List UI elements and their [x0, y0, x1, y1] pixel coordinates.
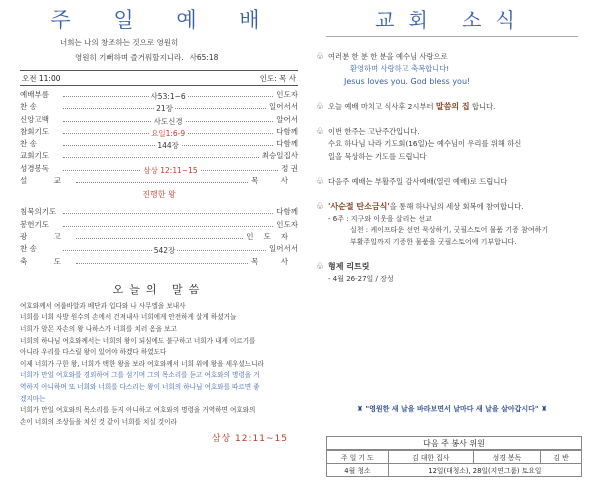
news-item-welcome — [316, 51, 588, 88]
news-list — [316, 51, 588, 285]
order-item-leader: 인도자 — [246, 231, 298, 241]
order-row — [20, 138, 298, 150]
table-row — [327, 451, 582, 464]
leader-dots — [63, 116, 273, 126]
order-item-detail: 삼상 12:11~15 — [143, 165, 198, 175]
closing-text: "영원한 새 날을 바라보면서 날마다 새 날을 살아갑시다" — [365, 405, 539, 413]
order-row — [20, 256, 298, 268]
verse-reference: 사65:18 — [189, 53, 219, 62]
welcome-line-2: 환영하며 사랑하고 축복합니다! — [350, 64, 450, 74]
duty-title: 다음 주 봉사 위원 — [326, 436, 582, 450]
table-cell: 4월 청소 — [327, 464, 389, 477]
passion-line-3: 일을 묵상하는 기도를 드립니다 — [328, 151, 427, 161]
welcome-line-3: Jesus loves you. God bless you! — [344, 76, 471, 86]
word-house-suffix: 합니다. — [469, 101, 496, 111]
leader-dots — [63, 213, 273, 214]
order-item-name: 참회기도 — [20, 126, 49, 136]
sermon-reference: 삼상 12:11~15 — [211, 434, 288, 445]
news-item-carbon-fast — [316, 201, 588, 213]
order-item-name: 교회기도 — [20, 151, 49, 161]
order-item-leader: 다함께 — [276, 207, 298, 217]
leader-dots — [63, 157, 259, 158]
sermon-line: 너희가 만일 여호와의 목소리를 듣지 아니하고 여호와의 명령을 거역하면 여호와의 — [20, 406, 256, 415]
order-item-detail: 542장 — [153, 246, 176, 256]
table-cell: 김 대한 집사 — [388, 451, 473, 464]
order-row — [20, 243, 298, 255]
sermon-line: 너희의 하나님 여호와께서는 너희의 왕이 되심에도 불구하고 너희가 내게 이르기를 — [20, 336, 256, 345]
carbon-sub-2: 실천 : 케이프타운 선언 묵상하기, 굿필스토어 물품 기증 참여하기 — [350, 226, 549, 235]
clover-icon: ♧ — [316, 101, 325, 112]
table-row — [327, 464, 582, 477]
order-row — [20, 163, 298, 175]
clover-icon: ♧ — [316, 127, 325, 138]
order-item-detail: 요일1:6-9 — [151, 128, 186, 138]
order-row — [20, 175, 298, 187]
service-header — [20, 70, 298, 86]
carbon-fast-suffix: 을 통해 하나님의 세상 회복에 참여합니다. — [389, 202, 524, 212]
clover-icon: ♧ — [316, 177, 325, 188]
order-item-name: 예배부름 — [20, 90, 49, 99]
order-item-leader: 정 권 — [281, 163, 298, 173]
passion-line-2: 수요 하나님 나라 기도회(16일)는 예수님이 우리를 위해 하신 — [328, 139, 522, 149]
order-item-name: 신앙고백 — [20, 114, 49, 124]
clover-icon: ♧ — [316, 262, 325, 273]
retreat-sub-1: 4월 26-27일 / 장성 — [332, 274, 394, 283]
table-cell: 김 반 — [541, 451, 582, 464]
carbon-sub-1: 6주 : 지구와 이웃을 살리는 선교 — [332, 214, 432, 223]
order-item-leader: 다함께 — [276, 139, 298, 149]
closing-order-list — [20, 206, 298, 267]
news-title: 교회 소식 — [375, 8, 529, 32]
sermon-line: 너희가 만일 여호와를 경외하여 그를 섬기며 그의 목소리를 듣고 여호와의 명령을 거 — [20, 371, 260, 380]
order-item-name: 축 도 — [20, 256, 73, 266]
service-leader: 인도: 목 사 — [259, 73, 296, 83]
order-item-leader: 다함께 — [276, 126, 298, 136]
sermon-line: 손이 너희의 조상들을 치신 것 같이 너희를 치실 것이라 — [20, 417, 177, 426]
table-cell: 주 일 기 도 — [327, 451, 389, 464]
verse-line-1: 너희는 나의 창조하는 것으로 영원히 — [60, 38, 179, 47]
news-item-retreat — [316, 261, 588, 273]
verse-line-2-text: 영원히 기뻐하며 즐거워할지니라. — [75, 53, 184, 62]
ornament-right-icon: ♜ — [541, 405, 548, 413]
order-item-leader: 목 사 — [251, 176, 298, 186]
table-cell: 성경 봉독 — [473, 451, 540, 464]
duty-table — [326, 450, 582, 477]
news-item-easter — [316, 176, 588, 188]
order-item-name: 찬 송 — [20, 102, 37, 112]
sermon-line: 이제 너희가 구한 왕, 너희가 택한 왕을 보라 여호와께서 너희 위에 왕을 세우셨느니라 — [20, 359, 264, 368]
order-item-name: 봉헌기도 — [20, 219, 49, 229]
leader-dots — [63, 104, 266, 114]
leader-dots — [63, 226, 273, 227]
worship-column — [20, 6, 298, 496]
order-item-detail: 사53:1~6 — [150, 92, 186, 101]
news-item-word-house — [316, 101, 588, 113]
welcome-line-1: 여러분 한 분 한 분을 예수님 사랑으로 — [328, 52, 448, 61]
sermon-line: 너희가 암몬 자손의 왕 나하스가 너희를 치러 옴을 보고 — [20, 325, 177, 334]
word-house-bold: 말씀의 집 — [435, 101, 470, 111]
sermon-line: 역하지 아니하며 또 너희와 너희를 다스리는 왕이 너희의 하나님 여호와를 따르면 좋 — [20, 383, 260, 392]
order-item-name: 찬 송 — [20, 244, 37, 254]
order-item-name: 찬 송 — [20, 139, 37, 149]
easter-text: 다음주 예배는 부활주일 감사예배(열린 예배)로 드립니다 — [328, 177, 508, 187]
sermon-text — [20, 301, 298, 429]
order-item-detail: 사도신경 — [153, 116, 183, 126]
sermon-line: 너희를 너희 사방 원수의 손에서 건져내사 너희에게 안전하게 살게 하셨거늘 — [20, 313, 237, 322]
ornament-left-icon: ♜ — [356, 405, 363, 413]
clover-icon: ♧ — [316, 202, 325, 213]
word-house-prefix: 오늘 예배 마치고 식사후 2시부터 — [328, 101, 436, 111]
order-item-leader: 알어서 — [276, 114, 298, 124]
leader-dots — [63, 128, 273, 138]
sermon-line: 여호와께서 여룹바알과 베단과 입다와 나 사무엘을 보내사 — [20, 301, 186, 310]
carbon-fast-bold: '사순절 탄소금식' — [328, 202, 390, 212]
leader-dots — [63, 246, 266, 256]
leader-dots — [76, 182, 248, 183]
news-title-divider — [326, 36, 578, 37]
duty-table-box — [326, 436, 582, 477]
order-row — [20, 219, 298, 231]
leader-dots — [63, 165, 278, 175]
order-item-name: 광 고 — [20, 231, 73, 241]
order-item-detail: 144장 — [157, 141, 179, 151]
order-item-name: 설 교 — [20, 176, 73, 186]
worship-title: 주 일 예 배 — [50, 8, 278, 32]
verse-line-2 — [20, 52, 298, 64]
leader-dots — [76, 238, 243, 239]
leader-dots — [63, 141, 273, 151]
order-item-name: 성경봉독 — [20, 163, 49, 173]
table-cell: 12일(대청소), 28일(지연그룹) 토요일 — [388, 464, 581, 477]
retreat-details: - 4월 26-27일 / 장성 — [328, 274, 394, 283]
order-item-detail: 21장 — [156, 104, 173, 114]
carbon-sub-3: 부활주일까지 기증한 물품을 굿필스토어에 기부합니다. — [350, 237, 517, 246]
retreat-bold: 형제 리트릿 — [328, 262, 370, 272]
news-column — [316, 6, 588, 496]
leader-dots — [76, 263, 248, 264]
sermon-line: 겠지마는 — [20, 394, 46, 403]
order-row — [20, 206, 298, 218]
order-item-leader: 목 사 — [251, 256, 298, 266]
closing-phrase — [316, 404, 588, 414]
news-item-passion-week — [316, 126, 588, 163]
order-item-leader: 일어서서 — [269, 102, 298, 112]
sermon-title: 오늘의 말씀 — [112, 282, 206, 296]
worship-order-list — [20, 89, 298, 187]
order-item-leader: 인도자 — [276, 90, 298, 99]
order-item-leader: 최승일집사 — [261, 151, 298, 161]
leader-dots — [63, 92, 273, 101]
order-item-name: 침묵의기도 — [20, 207, 57, 217]
order-item-leader: 인도자 — [276, 219, 298, 229]
clover-icon: ♧ — [316, 52, 325, 62]
sermon-line: 아니라 우리를 다스릴 왕이 있어야 하겠다 하였도다 — [20, 348, 167, 357]
carbon-fast-details: - 6주 : 지구와 이웃을 살리는 선교 실천 : 케이프타운 선언 묵상하기, 굿필스토어 물품 기증 참여하기 부활주일까지 기증한 물품을 굿필스토어에 기부합니다. — [316, 214, 588, 249]
service-time: 오전 11:00 — [22, 73, 61, 83]
sub-heading: 진행한 왕 — [142, 190, 176, 200]
passion-line-1: 이번 한주는 고난주간입니다. — [328, 127, 420, 137]
order-item-leader: 일어서서 — [269, 244, 298, 254]
